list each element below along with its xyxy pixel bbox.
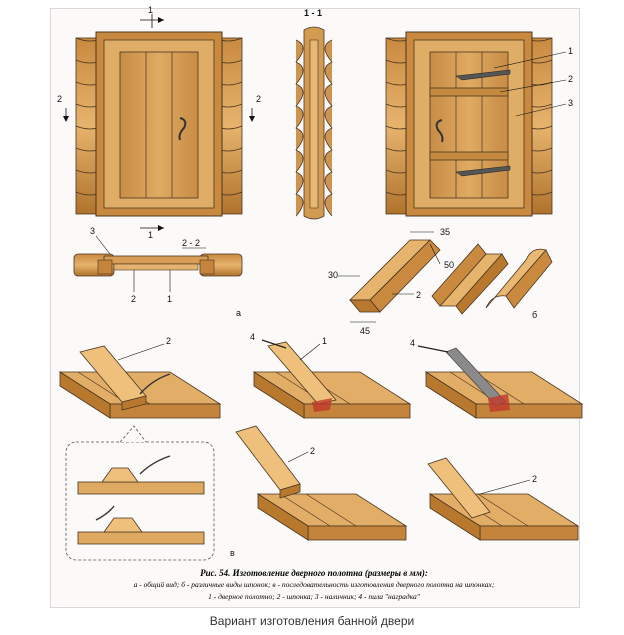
step-panel-5 bbox=[428, 458, 578, 540]
callout-2-plan: 2 bbox=[131, 294, 137, 304]
callout-1-plan: 1 bbox=[167, 294, 173, 304]
view-label-v: в bbox=[230, 548, 235, 558]
view-label-a: а bbox=[236, 308, 242, 318]
callout-1-step2: 1 bbox=[322, 336, 328, 346]
dim-35: 35 bbox=[440, 227, 451, 237]
callout-2-back: 2 bbox=[568, 74, 574, 84]
view-label-b: б bbox=[532, 310, 538, 320]
callout-4-step3: 4 bbox=[410, 338, 416, 348]
section-title-1-1: 1 - 1 bbox=[304, 8, 323, 18]
callout-2-step5: 2 bbox=[532, 474, 538, 484]
section-mark-1-bottom: 1 bbox=[148, 230, 154, 240]
key-profiles bbox=[338, 232, 552, 322]
door-back-view bbox=[386, 32, 566, 216]
section-title-2-2: 2 - 2 bbox=[182, 238, 201, 248]
door-front-view bbox=[63, 14, 255, 231]
figure-caption-line-2: 1 - дверное полотно; 2 - шпонка; 3 - наличник; 4 - пила "наградка" bbox=[208, 592, 420, 601]
figure-caption-title: Рис. 54. Изготовление дверного полотна (размеры в мм): bbox=[200, 568, 428, 578]
figure-caption-line-1: а - общий вид; б - различные виды шпонок; в - последовательность изготовления дверного полотна на шпонках; bbox=[133, 580, 495, 589]
step-panel-2 bbox=[254, 340, 410, 418]
callout-2-step4: 2 bbox=[310, 446, 316, 456]
step-panel-3 bbox=[418, 346, 582, 418]
step-panel-4 bbox=[236, 426, 406, 540]
dim-30: 30 bbox=[328, 270, 339, 280]
section-2-2-view bbox=[74, 236, 242, 292]
dim-50: 50 bbox=[444, 260, 455, 270]
section-mark-2-left: 2 bbox=[57, 94, 63, 104]
callout-2-key: 2 bbox=[416, 290, 422, 300]
dim-45: 45 bbox=[360, 326, 371, 336]
image-caption: Вариант изготовления банной двери bbox=[209, 614, 415, 628]
detail-bubble bbox=[66, 426, 214, 560]
callout-4-step2: 4 bbox=[250, 332, 256, 342]
callout-3-plan: 3 bbox=[90, 226, 96, 236]
step-panel-1 bbox=[60, 344, 220, 418]
callout-3-back: 3 bbox=[568, 98, 574, 108]
callout-2-step1: 2 bbox=[166, 336, 172, 346]
section-1-1-view bbox=[296, 27, 332, 219]
section-mark-2-right: 2 bbox=[256, 94, 262, 104]
section-mark-1-top: 1 bbox=[148, 5, 154, 15]
callout-1-back: 1 bbox=[568, 46, 574, 56]
